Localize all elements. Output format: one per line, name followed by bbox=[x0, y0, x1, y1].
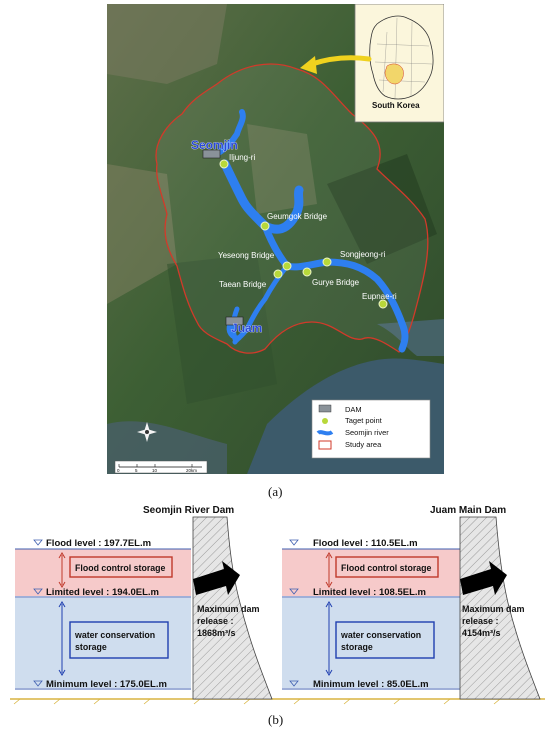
release-label-line3: 4154m³/s bbox=[462, 628, 501, 638]
scale-bar bbox=[115, 461, 207, 473]
conservation-storage-label-line1: water conservation bbox=[341, 630, 422, 640]
scale-tick-20km: 20km bbox=[186, 468, 198, 473]
target-point-yeseong bbox=[283, 262, 291, 270]
flood-level-label: Flood level : 197.7EL.m bbox=[46, 538, 152, 549]
release-label-line1: Maximum dam bbox=[197, 604, 260, 614]
release-label-line2: release : bbox=[462, 616, 499, 626]
point-label-yeseong: Yeseong Bridge bbox=[218, 251, 275, 260]
dam-storage-diagrams bbox=[0, 503, 550, 713]
target-point-gurye bbox=[303, 268, 311, 276]
ground-hatch bbox=[14, 699, 500, 704]
target-point-taean bbox=[274, 270, 282, 278]
seomjin-dam-label: Seomjin bbox=[191, 138, 238, 152]
south-korea-inset bbox=[355, 4, 444, 122]
target-point-songjeong bbox=[323, 258, 331, 266]
point-label-iljung: Iljung-ri bbox=[229, 153, 256, 162]
conservation-storage-label-line1: water conservation bbox=[75, 630, 156, 640]
release-label-line2: release : bbox=[197, 616, 234, 626]
map-legend bbox=[312, 400, 430, 458]
minimum-level-label: Minimum level : 85.0EL.m bbox=[313, 679, 429, 690]
legend-label-point: Taget point bbox=[345, 416, 382, 425]
target-point-eupnae bbox=[379, 300, 387, 308]
point-label-taean: Taean Bridge bbox=[219, 280, 267, 289]
flood-storage-label: Flood control storage bbox=[75, 563, 166, 573]
juam-dam-label: Juam bbox=[231, 321, 263, 335]
legend-point-symbol bbox=[322, 418, 328, 424]
water-level-marker-icon bbox=[290, 540, 298, 545]
limited-level-label: Limited level : 108.5EL.m bbox=[313, 587, 426, 598]
point-label-gurye: Gurye Bridge bbox=[312, 278, 360, 287]
caption-a: (a) bbox=[268, 484, 283, 499]
seomjin-dam-diagram bbox=[15, 505, 272, 699]
point-label-songjeong: Songjeong-ri bbox=[340, 250, 386, 259]
target-point-iljung bbox=[220, 160, 228, 168]
scale-tick-5: 5 bbox=[135, 468, 138, 473]
legend-area-symbol bbox=[319, 441, 331, 449]
conservation-storage-label-line2: storage bbox=[75, 642, 107, 652]
flood-level-label: Flood level : 110.5EL.m bbox=[313, 538, 418, 549]
dam-title: Juam Main Dam bbox=[430, 505, 507, 516]
scale-tick-0: 0 bbox=[117, 468, 120, 473]
conservation-storage-label-line2: storage bbox=[341, 642, 373, 652]
point-label-eupnae: Eupnae-ri bbox=[362, 292, 397, 301]
target-point-geumgok bbox=[261, 222, 269, 230]
inset-country-label: South Korea bbox=[372, 101, 420, 110]
legend-label-area: Study area bbox=[345, 440, 382, 449]
legend-river-symbol bbox=[318, 432, 332, 433]
point-label-geumgok: Geumgok Bridge bbox=[267, 212, 328, 221]
juam-dam-diagram bbox=[282, 505, 540, 699]
study-area-map bbox=[107, 4, 444, 474]
limited-level-label: Limited level : 194.0EL.m bbox=[46, 587, 159, 598]
dam-title: Seomjin River Dam bbox=[143, 505, 235, 516]
release-label-line1: Maximum dam bbox=[462, 604, 525, 614]
water-level-marker-icon bbox=[34, 540, 42, 545]
release-label-line3: 1868m³/s bbox=[197, 628, 236, 638]
legend-label-dam: DAM bbox=[345, 405, 362, 414]
legend-label-river: Seomjin river bbox=[345, 428, 389, 437]
caption-b: (b) bbox=[268, 712, 284, 727]
legend-dam-symbol bbox=[319, 405, 331, 412]
flood-storage-label: Flood control storage bbox=[341, 563, 432, 573]
scale-tick-10: 10 bbox=[152, 468, 158, 473]
minimum-level-label: Minimum level : 175.0EL.m bbox=[46, 679, 167, 690]
